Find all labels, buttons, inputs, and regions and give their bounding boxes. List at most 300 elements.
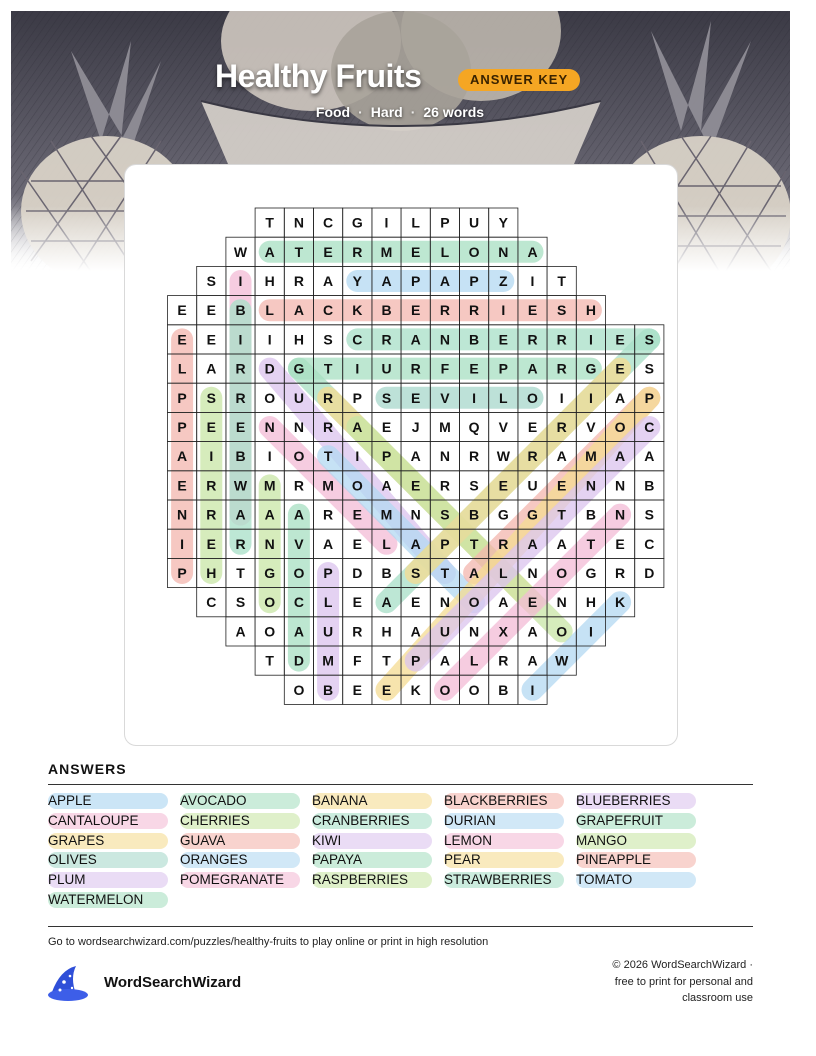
grid-letter: R	[206, 506, 217, 523]
answer-label: GRAPEFRUIT	[576, 812, 664, 828]
grid-letter: D	[352, 565, 363, 581]
answer-word	[180, 872, 300, 888]
grid-letter: R	[381, 331, 392, 348]
grid-letter: E	[352, 594, 362, 611]
grid-letter: F	[353, 652, 362, 669]
answer-label: RASPBERRIES	[312, 872, 409, 888]
copyright-text	[583, 957, 753, 1007]
grid-letter: G	[264, 565, 276, 581]
copyright-line: free to print for personal and	[614, 975, 753, 988]
answer-label: PAPAYA	[312, 852, 363, 868]
grid-letter: I	[530, 681, 535, 698]
answer-word	[180, 813, 300, 829]
answer-label: CRANBERRIES	[312, 812, 410, 828]
copyright-line: classroom use	[682, 992, 753, 1004]
grid-letter: A	[410, 448, 421, 465]
grid-letter: B	[644, 477, 655, 494]
grid-letter: O	[293, 565, 305, 581]
grid-letter: Q	[468, 419, 480, 435]
grid-letter: W	[496, 448, 510, 465]
grid-letter: C	[206, 594, 217, 611]
grid-letter: Z	[499, 273, 508, 289]
grid-letter: N	[410, 506, 421, 523]
grid-letter: E	[352, 535, 362, 552]
grid-letter: R	[293, 273, 304, 289]
grid-letter: T	[382, 652, 391, 669]
answer-word	[576, 872, 696, 888]
grid-letter: A	[527, 243, 538, 260]
grid-letter: E	[381, 419, 392, 435]
grid-letter: C	[352, 331, 363, 348]
grid-letter: M	[322, 477, 334, 494]
grid-letter: U	[527, 477, 538, 494]
answer-key-badge: ANSWER KEY	[458, 69, 580, 91]
grid-letter: R	[527, 331, 538, 348]
grid-letter: A	[469, 565, 480, 581]
grid-letter: I	[472, 389, 477, 406]
grid-letter: R	[498, 535, 509, 552]
grid-letter: M	[585, 448, 597, 465]
grid-letter: H	[293, 331, 304, 348]
grid-letter: A	[439, 652, 450, 669]
grid-letter: I	[559, 389, 564, 406]
answer-word	[576, 833, 696, 849]
grid-letter: E	[206, 535, 216, 552]
grid-letter: N	[469, 623, 480, 640]
grid-letter: W	[555, 652, 569, 669]
grid-letter: T	[236, 565, 245, 581]
grid-letter: U	[323, 623, 334, 640]
grid-letter: R	[556, 331, 567, 348]
grid-letter: O	[527, 389, 538, 406]
grid-letter: O	[264, 623, 276, 640]
answer-label: BLACKBERRIES	[444, 793, 548, 808]
grid-letter: A	[206, 360, 217, 377]
grid-letter: P	[440, 535, 450, 552]
grid-letter: T	[469, 535, 479, 552]
grid-letter: L	[499, 565, 508, 581]
grid-letter: E	[411, 594, 421, 611]
grid-letter: R	[498, 652, 509, 669]
grid-letter: E	[527, 302, 538, 319]
grid-letter: L	[499, 389, 508, 406]
answer-word	[180, 852, 300, 868]
grid-letter: S	[206, 389, 216, 406]
grid-letter: A	[527, 652, 538, 669]
grid-letter: K	[410, 681, 421, 698]
grid-letter: A	[644, 448, 655, 465]
grid-letter: P	[177, 389, 187, 406]
grid-letter: K	[352, 302, 363, 319]
grid-letter: A	[293, 302, 304, 319]
grid-letter: R	[556, 419, 567, 435]
grid-letter: R	[352, 623, 363, 640]
grid-letter: P	[498, 360, 508, 377]
grid-letter: E	[177, 477, 187, 494]
grid-letter: N	[439, 448, 450, 465]
grid-letter: R	[323, 389, 334, 406]
grid-letter: N	[264, 535, 275, 552]
grid-letter: P	[323, 565, 333, 581]
grid-letter: Y	[498, 214, 508, 231]
grid-letter: R	[235, 389, 246, 406]
grid-letter: M	[322, 652, 334, 669]
grid-letter: R	[439, 477, 450, 494]
copyright-line: © 2026 WordSearchWizard ·	[612, 959, 753, 971]
grid-letter: C	[644, 535, 655, 552]
grid-letter: O	[556, 565, 568, 581]
grid-letter: R	[352, 243, 363, 260]
grid-letter: M	[263, 477, 276, 494]
grid-letter: B	[381, 302, 392, 319]
grid-letter: S	[411, 565, 421, 581]
grid-letter: N	[585, 477, 596, 494]
grid-letter: H	[381, 623, 392, 640]
answer-label: MANGO	[576, 832, 628, 848]
grid-letter: E	[615, 535, 625, 552]
grid-letter: R	[323, 419, 334, 435]
grid-letter: T	[323, 360, 333, 377]
grid-letter: C	[293, 594, 304, 611]
grid-letter: B	[585, 506, 596, 523]
grid-letter: A	[235, 623, 246, 640]
grid-letter: S	[644, 360, 654, 377]
grid-letter: P	[469, 273, 479, 289]
grid-letter: R	[439, 302, 450, 319]
grid-letter: A	[235, 506, 246, 523]
grid-letter: R	[235, 535, 246, 552]
grid-letter: T	[265, 652, 274, 669]
grid-letter: W	[233, 243, 248, 260]
grid-letter: E	[498, 477, 508, 494]
grid-letter: S	[381, 389, 392, 406]
grid-letter: N	[498, 243, 509, 260]
grid-letter: A	[293, 623, 304, 640]
grid-letter: A	[410, 623, 421, 640]
grid-letter: R	[469, 302, 480, 319]
grid-letter: L	[382, 535, 391, 552]
puzzle-meta: Food · Hard · 26 words	[315, 104, 485, 120]
grid-letter: E	[498, 331, 508, 348]
grid-letter: L	[440, 243, 450, 260]
grid-letter: T	[323, 448, 333, 465]
grid-letter: S	[644, 331, 654, 348]
grid-letter: W	[233, 477, 248, 494]
grid-letter: T	[557, 273, 566, 289]
grid-letter: A	[439, 273, 450, 289]
grid-letter: A	[177, 448, 188, 465]
answer-label: TOMATO	[576, 872, 633, 888]
answer-label: CANTALOUPE	[48, 812, 139, 828]
footer-link-text: Go to wordsearchwizard.com/puzzles/healthy-fruits to play online or print in high resolution	[48, 936, 489, 948]
grid-letter: D	[644, 565, 655, 581]
grid-letter: M	[380, 506, 393, 523]
answer-word	[444, 852, 564, 868]
answer-label: OLIVES	[48, 852, 97, 868]
grid-letter: K	[615, 594, 626, 611]
grid-letter: I	[588, 623, 593, 640]
grid-letter: A	[264, 506, 275, 523]
grid-letter: U	[469, 214, 480, 231]
grid-letter: S	[235, 594, 246, 611]
grid-letter: A	[556, 448, 567, 465]
divider	[48, 926, 753, 927]
brand-name: WordSearchWizard	[104, 974, 242, 991]
grid-letter: M	[439, 419, 451, 435]
grid-letter: G	[293, 360, 305, 377]
grid-letter: P	[381, 448, 392, 465]
answer-word	[180, 833, 300, 849]
answer-word	[312, 793, 432, 809]
grid-letter: R	[323, 506, 334, 523]
grid-letter: N	[293, 214, 304, 231]
grid-letter: H	[585, 302, 596, 319]
grid-letter: T	[557, 506, 566, 523]
grid-letter: G	[497, 506, 509, 523]
answer-label: PLUM	[48, 872, 86, 888]
grid-letter: P	[177, 565, 187, 581]
grid-letter: I	[267, 331, 272, 348]
answer-word	[48, 813, 168, 829]
grid-letter: H	[264, 273, 275, 289]
grid-letter: O	[439, 681, 451, 698]
grid-letter: E	[615, 331, 625, 348]
grid-letter: R	[615, 565, 626, 581]
grid-letter: U	[439, 623, 450, 640]
answers-heading: ANSWERS	[48, 761, 127, 777]
grid-letter: N	[615, 477, 626, 494]
grid-letter: E	[206, 302, 216, 319]
answer-label: DURIAN	[444, 812, 496, 828]
grid-letter: S	[440, 506, 450, 523]
grid-letter: R	[410, 360, 421, 377]
answer-word	[312, 833, 432, 849]
grid-letter: I	[267, 448, 272, 465]
grid-letter: S	[469, 477, 479, 494]
grid-letter: A	[410, 331, 421, 348]
grid-letter: A	[556, 535, 567, 552]
grid-letter: G	[351, 214, 363, 231]
answer-label: ORANGES	[180, 852, 248, 868]
grid-letter: D	[264, 360, 275, 377]
grid-letter: O	[468, 243, 480, 260]
grid-letter: J	[411, 419, 420, 435]
answer-word	[48, 793, 168, 809]
grid-letter: T	[265, 214, 274, 231]
grid-letter: O	[468, 681, 480, 698]
answer-label: BANANA	[312, 793, 368, 808]
answer-word	[444, 833, 564, 849]
grid-letter: O	[468, 594, 480, 611]
grid-letter: R	[293, 477, 304, 494]
grid-letter: N	[177, 506, 188, 523]
grid-letter: B	[323, 681, 334, 698]
grid-letter: X	[498, 623, 508, 640]
grid-letter: P	[644, 389, 654, 406]
grid-letter: A	[323, 273, 334, 289]
grid-letter: F	[440, 360, 450, 377]
page-title: Healthy Fruits	[215, 58, 422, 94]
grid-letter: A	[323, 535, 334, 552]
grid-letter: A	[615, 389, 626, 406]
answer-word	[444, 872, 564, 888]
grid-letter: E	[411, 243, 421, 260]
grid-letter: C	[644, 419, 655, 435]
grid-letter: N	[439, 594, 450, 611]
answer-word	[48, 833, 168, 849]
grid-letter: O	[293, 448, 305, 465]
grid-letter: B	[235, 448, 246, 465]
grid-letter: E	[352, 506, 362, 523]
answer-word	[444, 813, 564, 829]
answer-word	[48, 872, 168, 888]
grid-letter: C	[323, 214, 334, 231]
answer-label: AVOCADO	[180, 793, 247, 808]
meta-category: Food	[315, 104, 351, 120]
grid-letter: E	[615, 360, 625, 377]
grid-letter: E	[323, 243, 333, 260]
grid-letter: G	[585, 565, 597, 581]
grid-letter: E	[527, 419, 538, 435]
answer-word	[444, 793, 564, 809]
meta-word-count: 26 words	[423, 104, 485, 120]
grid-letter: A	[352, 419, 363, 435]
grid-letter: B	[469, 331, 480, 348]
grid-letter: I	[501, 302, 506, 319]
grid-letter: O	[293, 681, 305, 698]
answer-label: STRAWBERRIES	[444, 872, 552, 888]
answer-label: APPLE	[48, 793, 92, 808]
grid-letter: A	[498, 594, 509, 611]
grid-letter: I	[355, 360, 360, 377]
answer-word	[576, 852, 696, 868]
grid-letter: E	[527, 594, 538, 611]
divider	[48, 784, 753, 785]
grid-letter: E	[411, 302, 421, 319]
grid-letter: L	[265, 302, 274, 319]
answer-word	[312, 813, 432, 829]
grid-letter: L	[411, 214, 420, 231]
grid-letter: A	[527, 360, 538, 377]
answer-label: GUAVA	[180, 832, 226, 848]
grid-letter: R	[206, 477, 217, 494]
grid-letter: G	[527, 506, 538, 523]
grid-letter: V	[294, 535, 304, 552]
grid-letter: O	[351, 477, 363, 494]
grid-letter: O	[556, 623, 568, 640]
answer-label: GRAPES	[48, 832, 105, 848]
grid-letter: P	[411, 652, 421, 669]
grid-letter: A	[615, 448, 626, 465]
grid-letter: S	[206, 273, 216, 289]
answer-label: PINEAPPLE	[576, 852, 652, 868]
answer-word	[48, 852, 168, 868]
answer-label: POMEGRANATE	[180, 872, 285, 888]
grid-letter: L	[177, 360, 187, 377]
grid-letter: O	[264, 389, 276, 406]
grid-letter: E	[206, 419, 216, 435]
grid-letter: V	[498, 419, 508, 435]
grid-letter: S	[557, 302, 567, 319]
grid-letter: E	[557, 477, 567, 494]
grid-letter: E	[411, 389, 421, 406]
answer-label: LEMON	[444, 832, 493, 848]
grid-letter: S	[323, 331, 333, 348]
grid-letter: I	[180, 535, 185, 552]
grid-letter: T	[586, 535, 596, 552]
answer-label: WATERMELON	[48, 892, 144, 907]
answer-label: BLUEBERRIES	[576, 793, 671, 808]
grid-letter: B	[235, 302, 246, 319]
answer-word	[180, 793, 300, 809]
grid-letter: V	[440, 389, 450, 406]
grid-letter: Y	[352, 273, 362, 289]
grid-letter: O	[614, 419, 626, 435]
grid-letter: I	[238, 331, 243, 348]
meta-difficulty: Hard	[370, 104, 403, 120]
grid-letter: A	[527, 623, 538, 640]
grid-letter: N	[439, 331, 450, 348]
grid-letter: B	[469, 506, 480, 523]
grid-letter: M	[380, 243, 393, 260]
grid-letter: G	[585, 360, 597, 377]
grid-letter: I	[355, 448, 360, 465]
grid-letter: R	[556, 360, 567, 377]
grid-letter: E	[177, 302, 187, 319]
grid-letter: E	[411, 477, 421, 494]
grid-letter: A	[410, 535, 421, 552]
grid-letter: R	[235, 360, 246, 377]
grid-letter: E	[469, 360, 479, 377]
answer-word	[312, 852, 432, 868]
grid-letter: P	[440, 214, 450, 231]
grid-letter: T	[294, 243, 304, 260]
grid-letter: H	[585, 594, 596, 611]
grid-letter: B	[498, 681, 509, 698]
grid-letter: E	[352, 681, 362, 698]
grid-letter: P	[177, 419, 187, 435]
grid-letter: I	[209, 448, 214, 465]
grid-letter: E	[235, 419, 246, 435]
grid-letter: I	[530, 273, 535, 289]
grid-letter: A	[381, 594, 392, 611]
grid-letter: I	[238, 273, 243, 289]
grid-letter: C	[323, 302, 334, 319]
grid-letter: B	[381, 565, 392, 581]
grid-letter: N	[615, 506, 626, 523]
answer-word	[312, 872, 432, 888]
grid-letter: D	[293, 652, 304, 669]
grid-letter: N	[527, 565, 538, 581]
grid-letter: A	[381, 273, 392, 289]
answer-label: CHERRIES	[180, 812, 250, 828]
grid-letter: A	[293, 506, 304, 523]
answer-word	[576, 793, 696, 809]
grid-letter: E	[381, 681, 392, 698]
grid-letter: I	[384, 214, 389, 231]
answer-word	[48, 892, 168, 908]
grid-letter: P	[411, 273, 421, 289]
grid-letter: E	[206, 331, 216, 348]
answer-word	[576, 813, 696, 829]
grid-letter: I	[588, 389, 593, 406]
wizard-hat-icon	[46, 964, 92, 1009]
grid-letter: A	[264, 243, 275, 260]
grid-letter: P	[352, 389, 362, 406]
grid-letter: U	[381, 360, 392, 377]
answer-label: KIWI	[312, 832, 342, 848]
grid-letter: R	[527, 448, 538, 465]
